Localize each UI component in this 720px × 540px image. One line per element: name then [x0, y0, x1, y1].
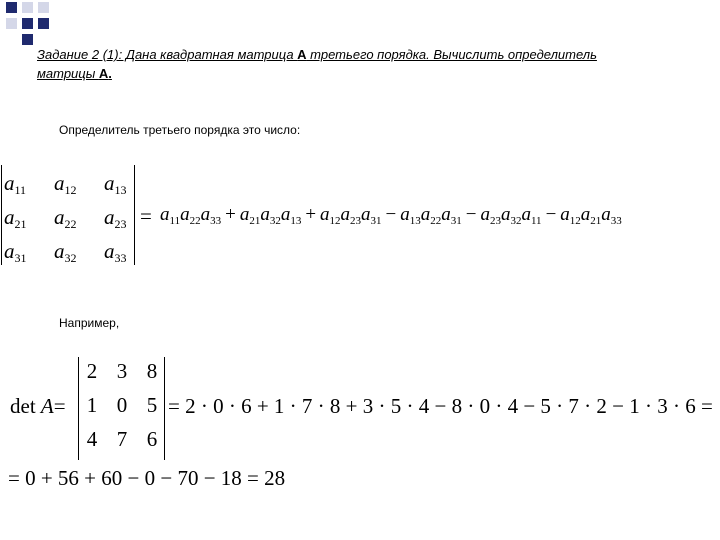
matrix-cell: $a_{33}$ — [104, 239, 127, 265]
matrix-cell: $a_{21}$ — [4, 205, 27, 231]
task-suffix: . — [108, 66, 112, 81]
expansion-term: − $a_{13}a_{22}a_{31}$ — [385, 204, 462, 227]
decor-square — [22, 2, 33, 13]
task-statement — [37, 45, 637, 83]
expansion-term: + $a_{12}a_{23}a_{31}$ — [305, 204, 382, 227]
decor-square — [6, 2, 17, 13]
matrix-cell: $a_{23}$ — [104, 205, 127, 231]
matrix-cell: $a_{13}$ — [104, 171, 127, 197]
matrix-cell: $a_{32}$ — [54, 239, 77, 265]
left-bar — [78, 357, 79, 460]
task-matrix-name: А — [297, 47, 307, 62]
task-middle: третьего порядка. Вычислить определитель матрицы — [37, 47, 597, 81]
det-var: A — [40, 394, 54, 418]
decor-square — [38, 18, 49, 29]
decor-square — [22, 34, 33, 45]
example-text: Например, — [59, 316, 120, 330]
right-bar — [164, 357, 165, 460]
decor-square — [22, 18, 33, 29]
left-bar — [1, 165, 2, 265]
matrix-cell: $a_{31}$ — [4, 239, 27, 265]
matrix-cell: 5 — [146, 393, 158, 417]
decor-square — [6, 18, 17, 29]
intro-text: Определитель третьего порядка это число: — [59, 123, 301, 137]
det-equals: = — [53, 394, 66, 418]
expansion-term: + $a_{21}a_{32}a_{13}$ — [225, 204, 302, 227]
det-word: det — [10, 394, 36, 418]
matrix-cell: 3 — [116, 359, 128, 383]
general-equals: = — [140, 204, 152, 228]
expansion-term: $a_{11}a_{22}a_{33}$ — [160, 204, 222, 227]
task-matrix-name-2: А — [98, 66, 109, 81]
matrix-cell: 7 — [116, 427, 128, 451]
matrix-cell: 1 — [86, 393, 98, 417]
numeric-expansion: = 2 · 0 · 6 + 1 · 7 · 8 + 3 · 5 · 4 − 8 · 0 · 4 − 5 · 7 · 2 − 1 · 3 · 6 = — [168, 394, 713, 418]
matrix-cell: $a_{22}$ — [54, 205, 77, 231]
numeric-determinant — [78, 357, 170, 460]
matrix-cell: $a_{12}$ — [54, 171, 77, 197]
matrix-cell: 2 — [86, 359, 98, 383]
matrix-cell: 6 — [146, 427, 158, 451]
general-expansion — [160, 204, 622, 227]
numeric-result: = 0 + 56 + 60 − 0 − 70 − 18 = 28 — [8, 466, 286, 490]
matrix-cell: 8 — [146, 359, 158, 383]
matrix-cell: 0 — [116, 393, 128, 417]
expansion-term: − $a_{12}a_{21}a_{33}$ — [545, 204, 622, 227]
matrix-cell: $a_{11}$ — [4, 171, 27, 197]
decor-square — [38, 2, 49, 13]
det-label — [10, 394, 66, 419]
task-prefix: Задание 2 (1): Дана квадратная матрица — [37, 47, 298, 62]
expansion-term: − $a_{23}a_{32}a_{11}$ — [465, 204, 542, 227]
general-determinant — [0, 163, 137, 267]
matrix-cell: 4 — [86, 427, 98, 451]
